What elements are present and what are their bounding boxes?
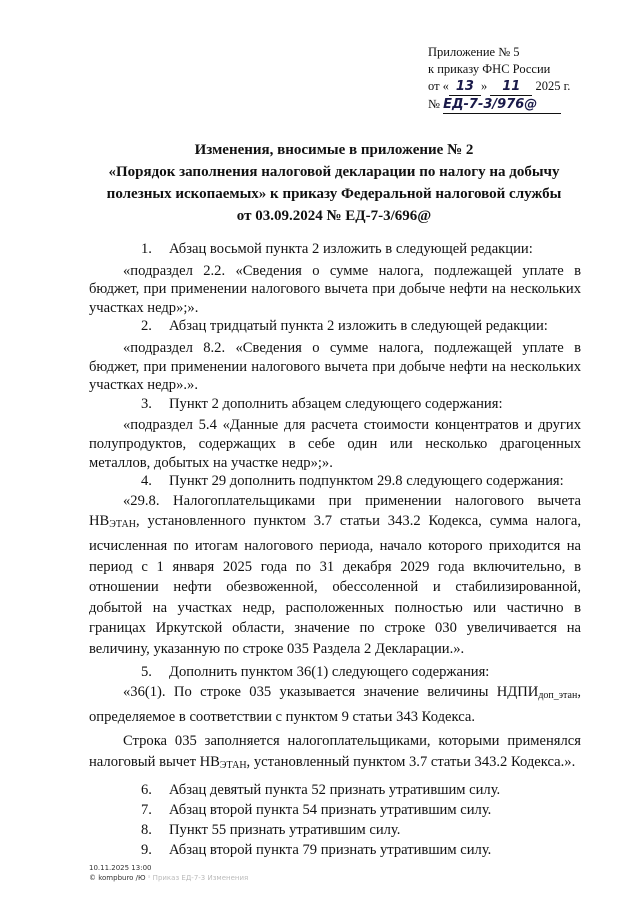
item-3-number: 3.	[141, 395, 152, 412]
item-6-number: 6.	[141, 782, 152, 799]
item-8-number: 8.	[141, 822, 152, 839]
quote-3: «подраздел 5.4 «Данные для расчета стоимости концентратов и других полупродуктов, содержащих в себе один или несколько драгоценных металлов, добытых на участке недр»;».	[89, 417, 581, 471]
quote-5	[89, 682, 581, 727]
item-4-text: Пункт 29 дополнить подпунктом 29.8 следующего содержания:	[169, 473, 564, 490]
date-month-handwritten: 11	[490, 78, 532, 96]
quote-1: «подраздел 2.2. «Сведения о сумме налога, подлежащей уплате в бюджет, при применении налогового вычета при добыче нефти на нескольких участках недр»;».	[89, 262, 581, 316]
item-8-text: Пункт 55 признать утратившим силу.	[169, 822, 401, 839]
footer-source-line	[89, 873, 389, 883]
title-line-3: полезных ископаемых» к приказу Федеральной налоговой службы	[106, 186, 562, 202]
item-5-number: 5.	[141, 664, 152, 681]
number-prefix: №	[428, 97, 440, 111]
order-number-handwritten: ЕД-7-3/976@	[443, 96, 561, 114]
item-7	[89, 800, 581, 820]
title-line-4: от 03.09.2024 № ЕД-7-3/696@	[236, 208, 432, 224]
item-5	[89, 663, 581, 682]
quote-4	[89, 491, 581, 660]
quote-5-second-paragraph	[89, 731, 581, 776]
title-line-2: «Порядок заполнения налоговой декларации по налогу на добычу	[108, 164, 560, 180]
item-6-text: Абзац девятый пункта 52 признать утратившим силу.	[169, 782, 501, 799]
footer-source: © kompburo /Ю	[89, 874, 146, 882]
title-line-1: Изменения, вносимые в приложение № 2	[194, 142, 474, 158]
quote-2: «подраздел 8.2. «Сведения о сумме налога, подлежащей уплате в бюджет, при применении налогового вычета при добыче нефти на нескольких участках недр».».	[89, 339, 581, 394]
item-1-text: Абзац восьмой пункта 2 изложить в следующей редакции:	[169, 241, 533, 257]
quote-5c-subscript: ЭТАН	[219, 759, 247, 771]
item-7-text: Абзац второй пункта 54 признать утратившим силу.	[169, 802, 492, 819]
item-4	[89, 472, 581, 491]
quote-5-rest: , определяемое в соответствии с пунктом 9 статьи 343 Кодекса.	[89, 684, 581, 725]
item-5-text: Дополнить пунктом 36(1) следующего содержания:	[169, 664, 490, 681]
quote-5-subscript: доп_этан	[538, 690, 578, 702]
item-2-number: 2.	[141, 318, 152, 335]
item-1-number: 1.	[141, 241, 152, 257]
print-footer	[89, 863, 389, 883]
item-8	[89, 820, 581, 840]
document-body	[89, 240, 581, 860]
item-1	[89, 240, 581, 259]
item-6	[89, 780, 581, 800]
date-year: 2025 г.	[535, 79, 571, 93]
footer-faint-text: ˢ Приказ ЕД-7-3 Изменения	[147, 874, 249, 882]
item-9	[89, 840, 581, 860]
document-title	[80, 139, 588, 227]
annex-number-line	[428, 96, 618, 114]
annex-line-1: Приложение № 5	[428, 45, 520, 59]
quote-5c-start: Строка 035 заполняется налогоплательщиками, которыми применялся налоговый вычет НВ	[89, 733, 581, 770]
item-7-number: 7.	[141, 802, 152, 819]
quote-4-rest: , установленного пунктом 3.7 статьи 343.2 Кодекса, сумма налога, исчисленная по итогам налогового периода, начало которого приходится на период с 1 января 2025 года по 31 декабря 2029 года включительно, в отношении нефти обезвоженной, обессоленной и стабилизированной, добытой на участках недр, расположенных полностью или частично в границах Иркутской области, значение по строке 030 увеличивается на величину, указанную по строке 035 Раздела 2 Декларации.».	[89, 513, 581, 657]
date-prefix: от «	[428, 79, 449, 93]
annex-header	[428, 44, 618, 114]
footer-timestamp: 10.11.2025 13:00	[89, 864, 152, 872]
item-9-text: Абзац второй пункта 79 признать утратившим силу.	[169, 842, 492, 859]
quote-4-subscript: ЭТАН	[109, 519, 136, 531]
item-3	[89, 395, 581, 414]
item-2	[89, 317, 581, 336]
quote-5-start: «36(1). По строке 035 указывается значение величины НДПИ	[123, 684, 539, 701]
annex-date-line	[428, 78, 618, 96]
item-2-text: Абзац тридцатый пункта 2 изложить в следующей редакции:	[169, 318, 548, 335]
item-9-number: 9.	[141, 842, 152, 859]
quote-5c-rest: , установленный пунктом 3.7 статьи 343.2 Кодекса.».	[246, 753, 576, 770]
date-quote-close: »	[480, 79, 488, 93]
date-day-handwritten: 13	[449, 78, 481, 96]
item-4-number: 4.	[141, 473, 152, 490]
item-3-text: Пункт 2 дополнить абзацем следующего содержания:	[169, 395, 503, 412]
quote-4-start: «29.8. Налогоплательщиками при применении налогового вычета НВ	[89, 492, 581, 530]
annex-line-2: к приказу ФНС России	[428, 62, 551, 76]
